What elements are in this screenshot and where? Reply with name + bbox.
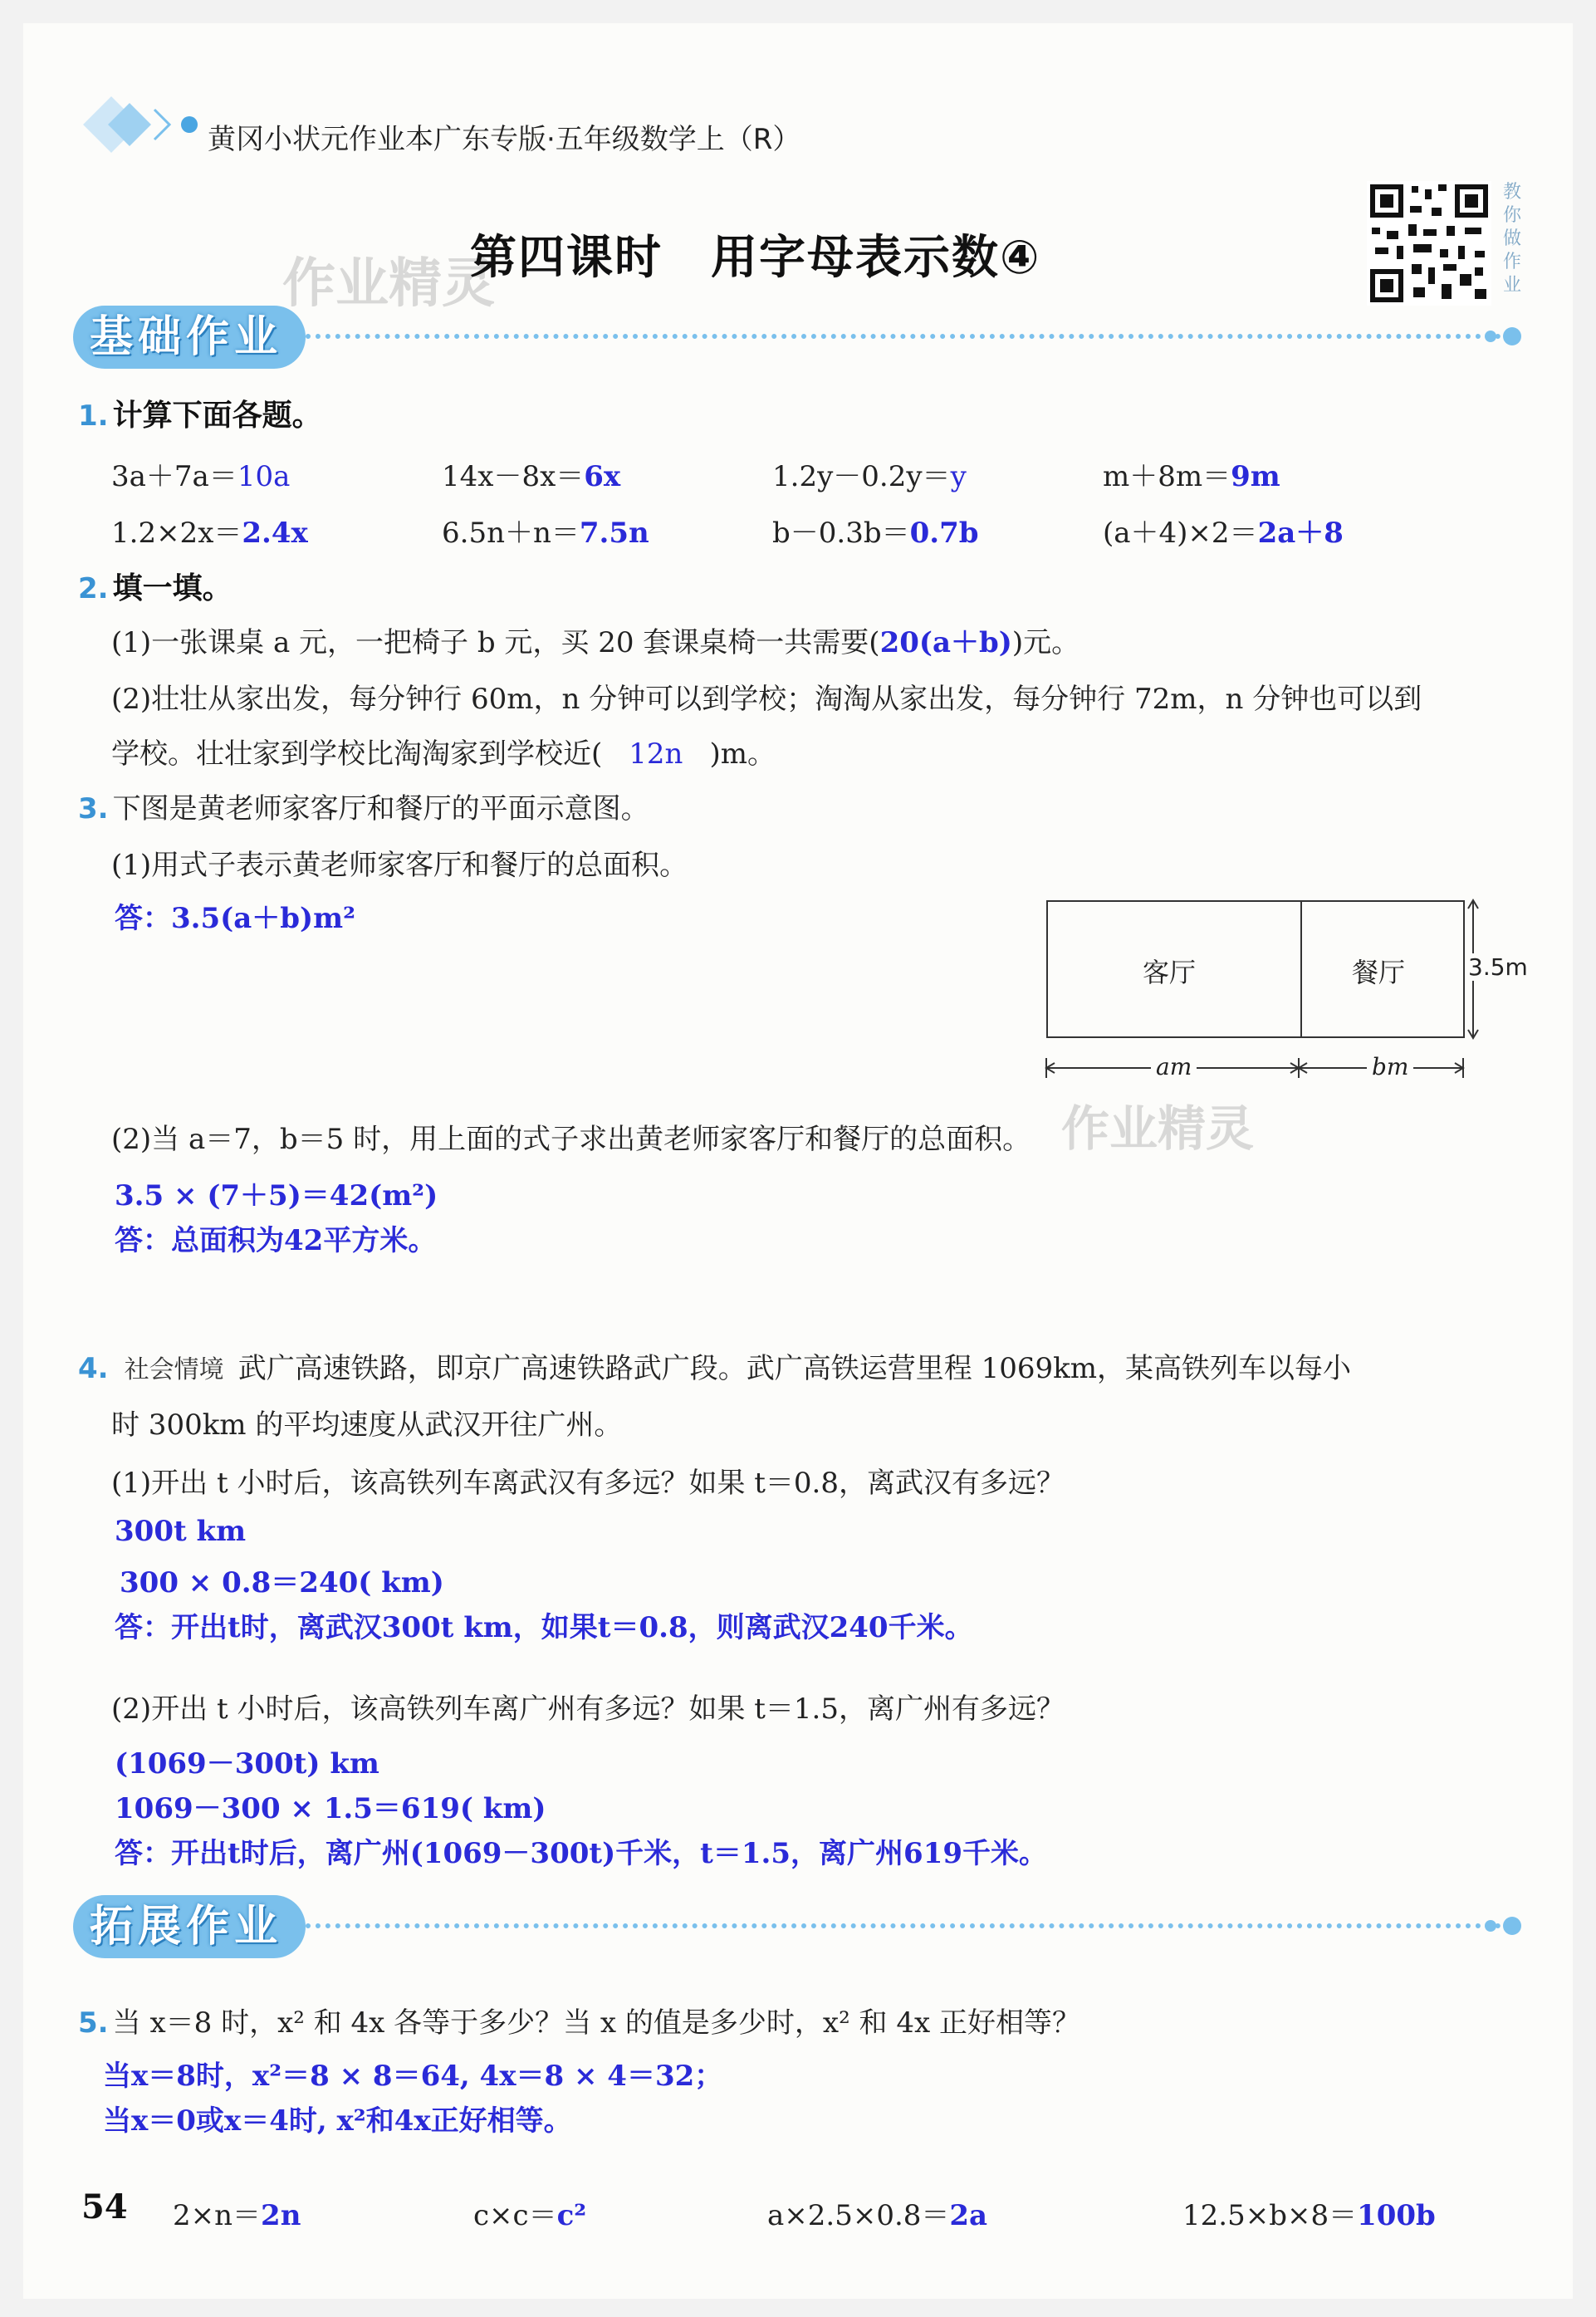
answer: c² [556, 2199, 587, 2232]
answer: 9m [1231, 460, 1280, 493]
answer: 20(a＋b) [879, 626, 1012, 659]
dimension-lines [1038, 895, 1503, 1095]
q2-part-2: (2)壮壮从家出发，每分钟行 60m，n 分钟可以到学校；淘淘从家出发，每分钟行 72m，n 分钟也可以到 [111, 683, 1422, 716]
section-banner-extend: 拓展作业 [73, 1895, 306, 1958]
q4-part-2: (2)开出 t 小时后，该高铁列车离广州有多远？如果 t＝1.5，离广州有多远？ [111, 1692, 1065, 1726]
answer: 300t km [115, 1515, 247, 1548]
answer: 2.4x [242, 517, 308, 550]
answer: (1069－300t) km [115, 1747, 379, 1781]
q1-item: 6.5n＋n＝7.5n [442, 517, 649, 550]
context-tag: 社会情境 [124, 1355, 224, 1384]
q1-item: 1.2y－0.2y＝y [772, 460, 967, 493]
page-number: 54 [81, 2187, 128, 2226]
workbook-page [23, 23, 1573, 2299]
answer: 当x＝0或x＝4时, x²和4x正好相等。 [103, 2104, 572, 2138]
q4-text-cont: 时 300km 的平均速度从武汉开往广州。 [111, 1408, 623, 1442]
question-text: 当 x＝8 时，x² 和 4x 各等于多少？当 x 的值是多少时，x² 和 4x 正好相等？ [112, 2006, 1080, 2040]
question-number: 4. [78, 1352, 109, 1385]
answer: 答：开出t时后，离广州(1069－300t)千米，t＝1.5，离广州619千米。 [115, 1837, 1048, 1870]
q1-item: b－0.3b＝0.7b [772, 517, 979, 550]
divider-dot [1485, 331, 1496, 342]
question-4 [78, 1345, 1351, 1386]
footer-item: 12.5×b×8＝100b [1182, 2199, 1436, 2232]
footer-item: c×c＝c² [473, 2199, 587, 2232]
section-divider [306, 334, 1501, 339]
q1-item: m＋8m＝9m [1103, 460, 1280, 493]
dining-room-label: 餐厅 [1352, 957, 1406, 988]
answer: 7.5n [579, 517, 649, 550]
footer-item: a×2.5×0.8＝2a [767, 2199, 988, 2232]
question-text: 填一填。 [112, 571, 233, 605]
header-diamond-icon [78, 91, 203, 158]
question-number: 3. [78, 792, 109, 825]
answer: 当x＝8时，x²＝8 × 8＝64, 4x＝8 × 4＝32； [103, 2060, 723, 2093]
watermark: 作业精灵 [282, 253, 495, 315]
section-banner-basic: 基础作业 [73, 306, 306, 369]
question-number: 2. [78, 572, 109, 605]
answer: 2a [949, 2199, 988, 2232]
q3-part-1: (1)用式子表示黄老师家客厅和餐厅的总面积。 [111, 849, 688, 882]
watermark: 作业精灵 [1061, 1100, 1255, 1157]
question-number: 1. [78, 399, 109, 433]
answer: 100b [1357, 2199, 1436, 2232]
answer: 3.5 × (7＋5)＝42(m²) [115, 1179, 438, 1212]
height-label: 3.5m [1468, 953, 1528, 981]
answer: 6x [584, 460, 621, 493]
divider-dot [1503, 327, 1521, 345]
qr-caption: 教你做作业 [1503, 182, 1522, 296]
question-number: 5. [78, 2006, 109, 2040]
answer: 0.7b [909, 517, 979, 550]
living-room-label: 客厅 [1143, 957, 1197, 988]
page-title: 第四课时 用字母表示数④ [470, 231, 1041, 285]
answer: y [950, 460, 967, 493]
answer: 10a [237, 460, 291, 493]
width-b-label: bm [1367, 1053, 1413, 1080]
answer: 12n [629, 737, 683, 771]
answer: 300 × 0.8＝240( km) [120, 1566, 444, 1599]
qr-code-icon[interactable] [1367, 181, 1491, 306]
answer: 2n [261, 2199, 301, 2232]
question-2 [78, 565, 233, 607]
question-5 [78, 2000, 1080, 2040]
answer: 2a＋8 [1257, 517, 1344, 550]
width-a-label: am [1151, 1053, 1197, 1080]
footer-item: 2×n＝2n [173, 2199, 301, 2232]
q1-item: 14x－8x＝6x [442, 460, 621, 493]
question-1 [78, 392, 322, 434]
q2-part-1: (1)一张课桌 a 元，一把椅子 b 元，买 20 套课桌椅一共需要(20(a＋b))元。 [111, 626, 1080, 659]
q1-item: 3a＋7a＝10a [111, 460, 291, 493]
q2-part-2-cont: 学校。壮壮家到学校比淘淘家到学校近( 12n )m。 [111, 737, 776, 771]
q1-item: (a＋4)×2＝2a＋8 [1103, 517, 1344, 550]
divider-dot [1503, 1917, 1521, 1935]
question-text: 下图是黄老师家客厅和餐厅的平面示意图。 [112, 792, 649, 825]
answer: 1069－300 × 1.5＝619( km) [115, 1792, 546, 1825]
question-text: 武广高速铁路，即京广高速铁路武广段。武广高铁运营里程 1069km，某高铁列车以每小 [237, 1352, 1351, 1385]
book-header: 黄冈小状元作业本广东专版·五年级数学上（R） [208, 123, 801, 156]
question-3 [78, 786, 649, 826]
answer: 答：3.5(a＋b)m² [115, 902, 355, 935]
section-divider [306, 1923, 1501, 1928]
q3-part-2: (2)当 a＝7，b＝5 时，用上面的式子求出黄老师家客厅和餐厅的总面积。 [111, 1123, 1031, 1156]
answer: 答：总面积为42平方米。 [115, 1224, 437, 1257]
question-text: 计算下面各题。 [112, 399, 322, 433]
q4-part-1: (1)开出 t 小时后，该高铁列车离武汉有多远？如果 t＝0.8，离武汉有多远？ [111, 1467, 1065, 1500]
q1-item: 1.2×2x＝2.4x [111, 517, 308, 550]
divider-dot [1485, 1920, 1496, 1932]
answer: 答：开出t时，离武汉300t km，如果t＝0.8，则离武汉240千米。 [115, 1611, 973, 1644]
